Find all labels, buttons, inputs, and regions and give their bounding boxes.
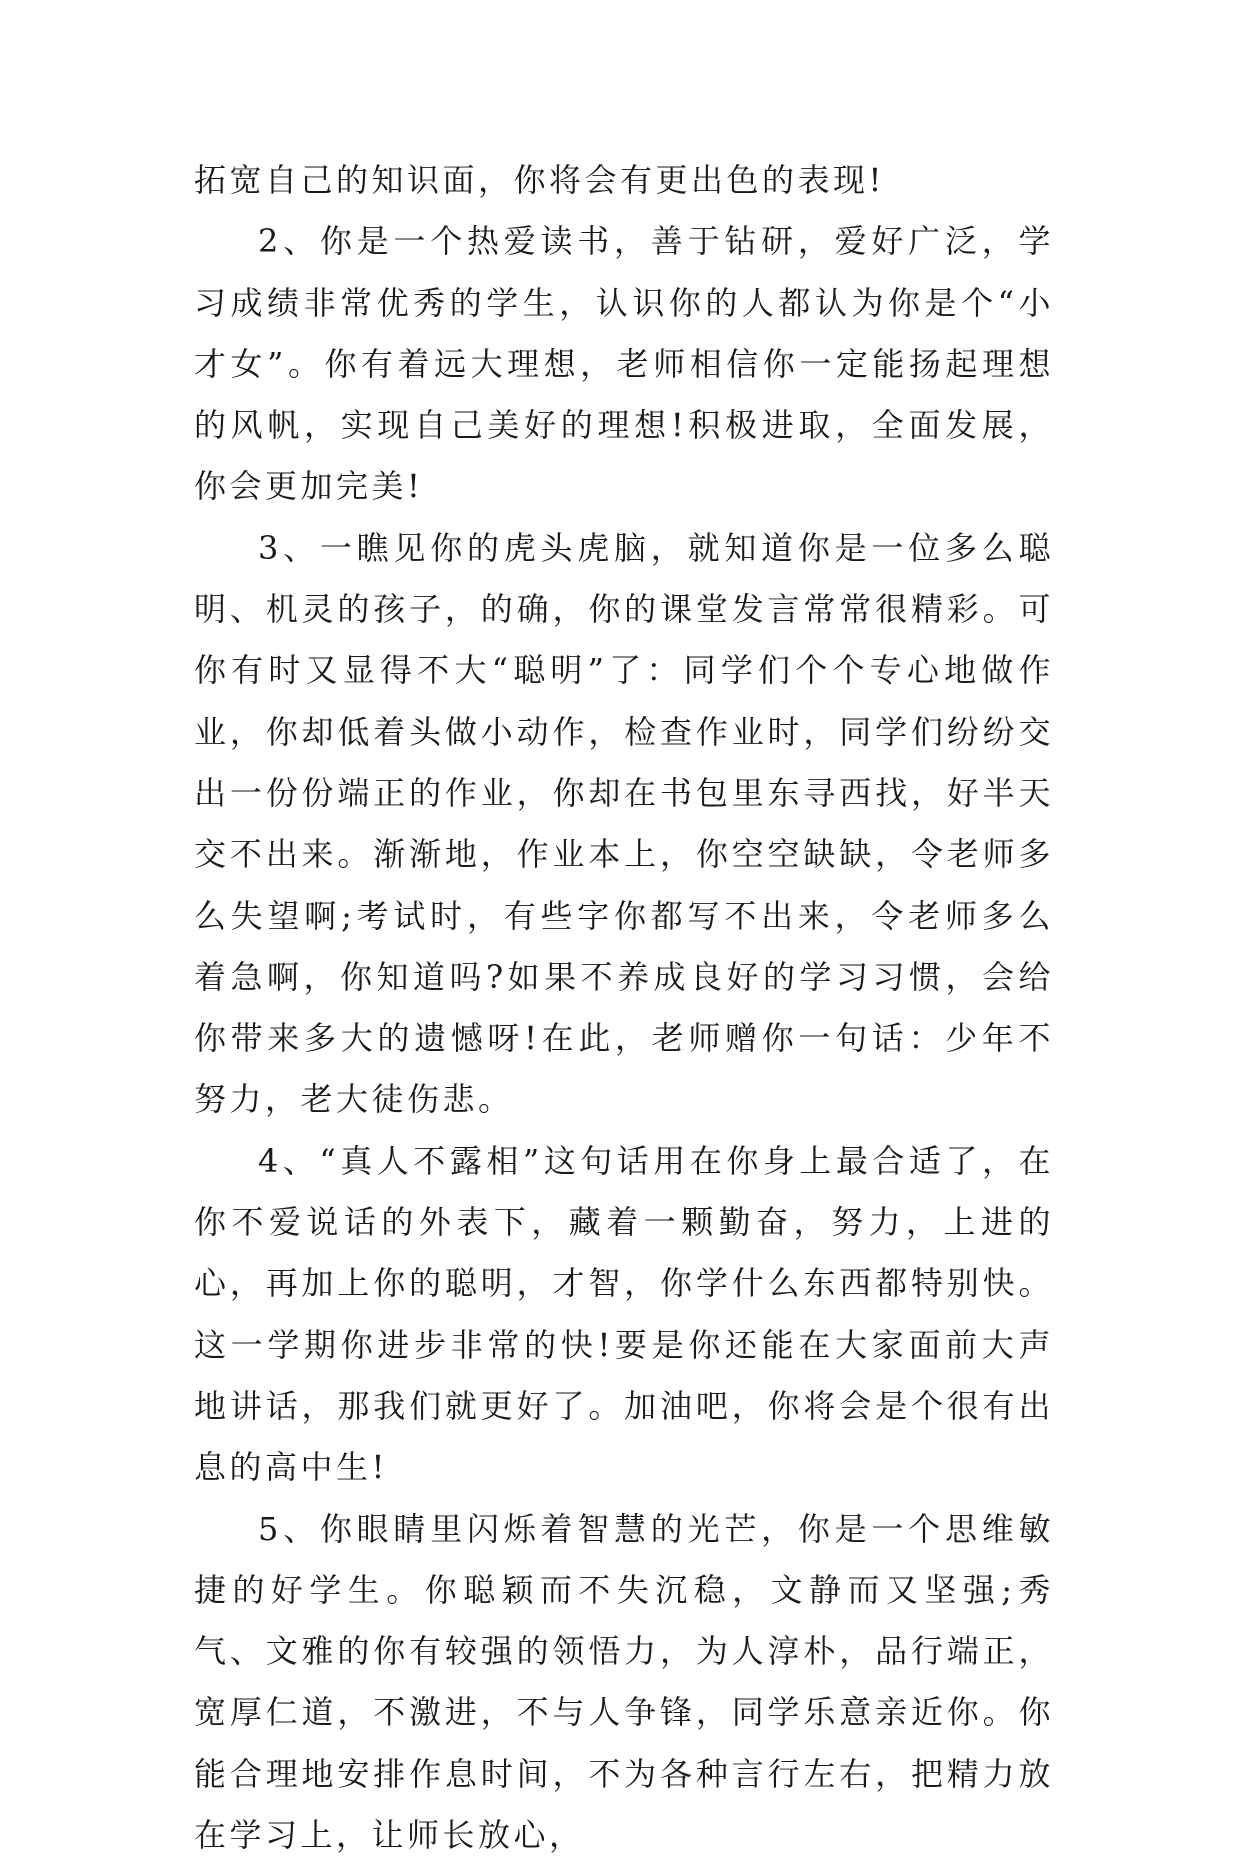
paragraph-comment-3: 3、一瞧见你的虎头虎脑，就知道你是一位多么聪明、机灵的孩子，的确，你的课堂发言常常很精彩。可你有时又显得不大“聪明”了：同学们个个专心地做作业，你却低着头做小动作，检查作业时，同学们纷纷交出一份份端正的作业，你却在书包里东寻西找，好半天交不出来。渐渐地，作业本上，你空空缺缺，令老师多么失望啊;考试时，有些字你都写不出来，令老师多么着急啊，你知道吗?如果不养成良好的学习习惯，会给你带来多大的遗憾呀!在此，老师赠你一句话：少年不努力，老大徒伤悲。 <box>194 528 1054 1119</box>
paragraph-comment-4: 4、“真人不露相”这句话用在你身上最合适了，在你不爱说话的外表下，藏着一颗勤奋，努力，上进的心，再加上你的聪明，才智，你学什么东西都特别快。这一学期你进步非常的快!要是你还能在大家面前大声地讲话，那我们就更好了。加油吧，你将会是个很有出息的高中生! <box>194 1141 1054 1487</box>
paragraph-comment-2: 2、你是一个热爱读书，善于钻研，爱好广泛，学习成绩非常优秀的学生，认识你的人都认为你是个“小才女”。你有着远大理想，老师相信你一定能扬起理想的风帆，实现自己美好的理想!积极进取，全面发展，你会更加完美! <box>194 222 1054 506</box>
paragraph-continuation: 拓宽自己的知识面，你将会有更出色的表现! <box>194 161 885 199</box>
paragraph-comment-5: 5、你眼睛里闪烁着智慧的光芒，你是一个思维敏捷的好学生。你聪颖而不失沉稳，文静而又坚强;秀气、文雅的你有较强的领悟力，为人淳朴，品行端正，宽厚仁道，不激进，不与人争锋，同学乐意亲近你。你能合理地安排作息时间，不为各种言行左右，把精力放在学习上，让师长放心， <box>194 1509 1054 1855</box>
document-body <box>194 150 1054 1866</box>
